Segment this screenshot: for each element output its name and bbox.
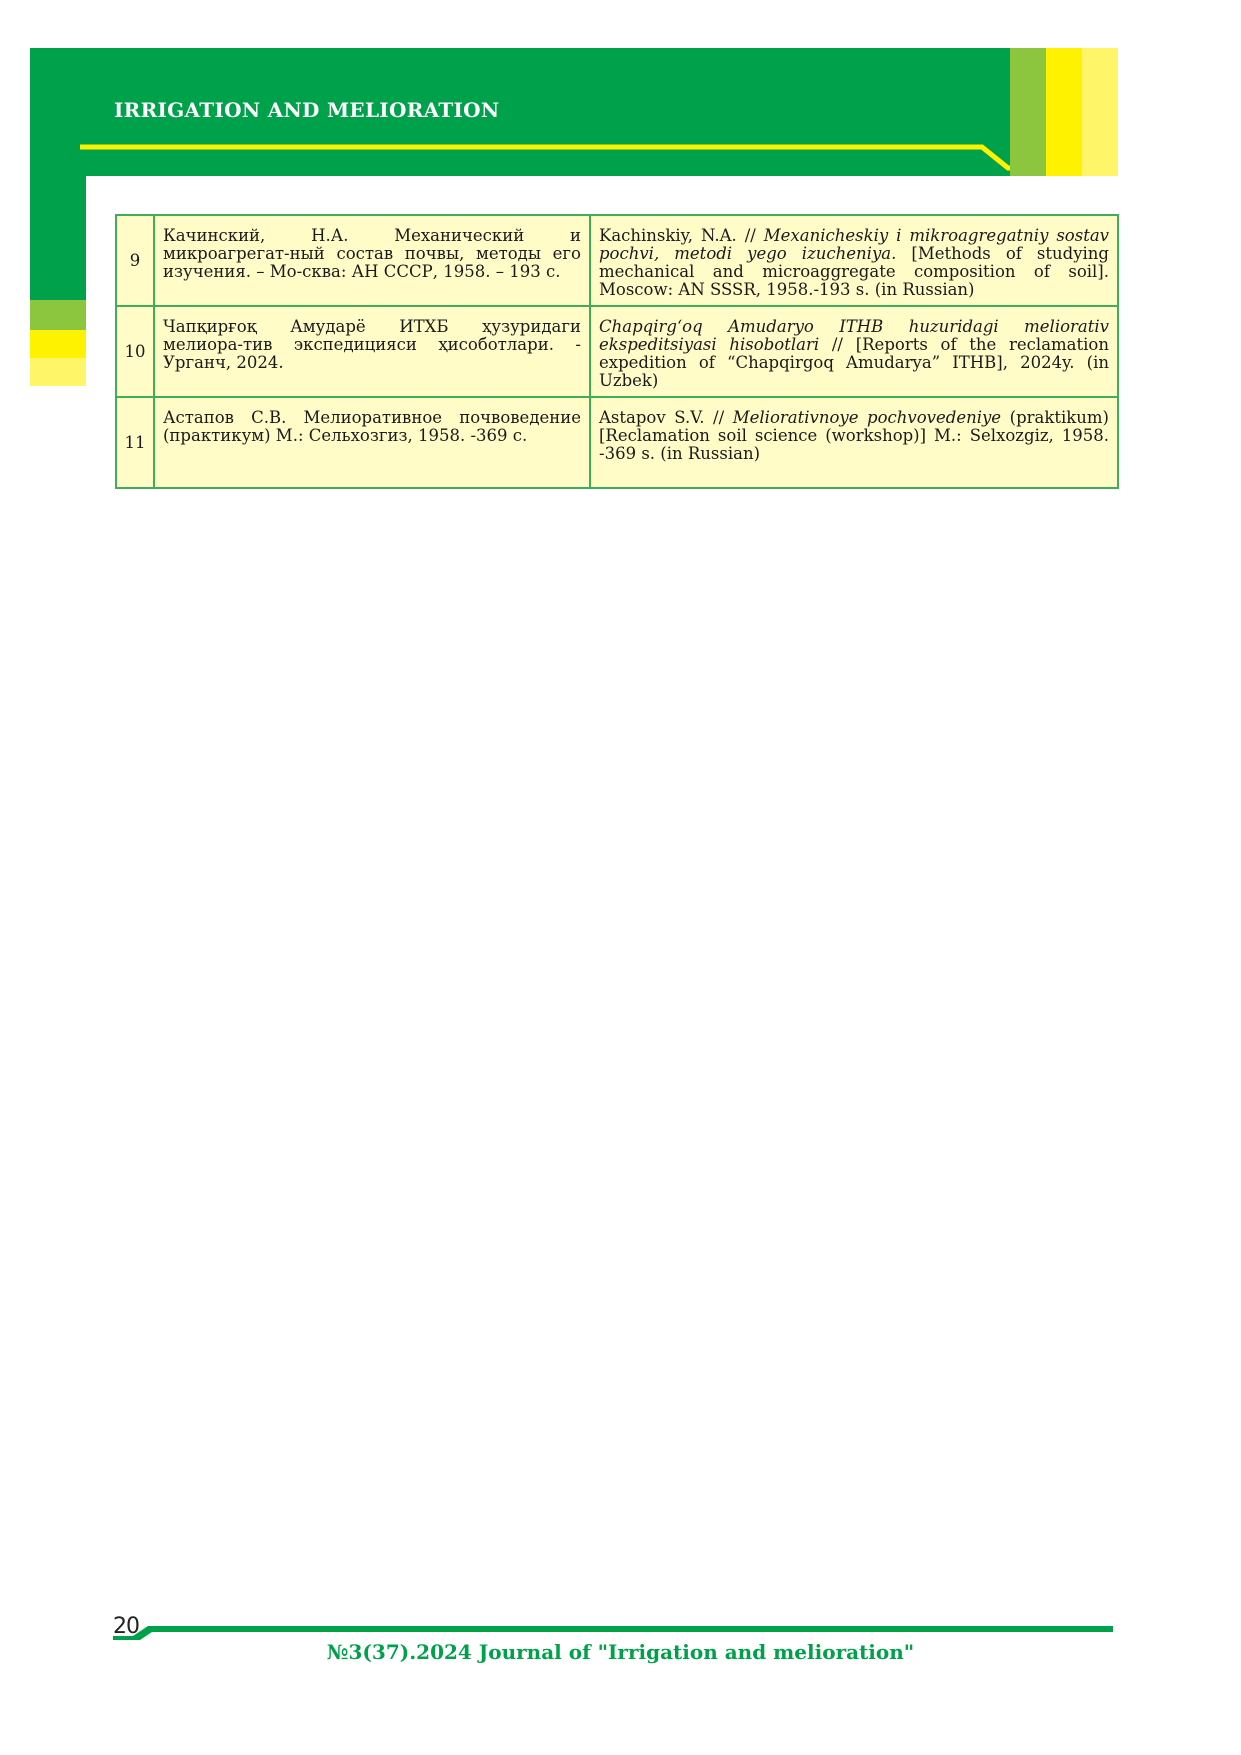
ref-translit-author: Astapov S.V. // [599,408,733,427]
ref-translit-title: Chapqirg‘oq Amudaryo ITHB huzuridagi meliorativ ekspeditsiyasi hisobotlari [599,317,1109,354]
ref-translit-title: Mexanicheskiy i mikroagregatniy sostav pochvi, metodi yego izucheniya. [599,226,1109,263]
ref-number: 9 [116,215,154,306]
journal-header-title: IRRIGATION AND MELIORATION [114,98,500,122]
ref-translit-rest: (praktikum) [Reclamation soil science (workshop)] M.: Selxozgiz, 1958. -369 s. (in Russian) [599,408,1109,463]
page-number: 20 [113,1614,139,1639]
ref-transliteration [590,306,1118,397]
ref-transliteration [590,397,1118,488]
left-bar-light-green [30,300,86,330]
table-row [116,306,1118,397]
table-row [116,397,1118,488]
ref-number: 10 [116,306,154,397]
ref-transliteration [590,215,1118,306]
ref-original: Чапқирғоқ Амударё ИТХБ ҳузуридаги мелиора-тив экспедицияси ҳисоботлари. - Урганч, 2024. [154,306,590,397]
left-bar-pale-yellow [30,358,86,386]
ref-translit-rest: [Methods of studying mechanical and microaggregate composition of soil]. Moscow: AN SSSR, 1958.-193 s. (in Russian) [599,244,1109,299]
ref-number: 11 [116,397,154,488]
references-table [115,214,1119,489]
ref-translit-title: Meliorativnoye pochvovedeniye [732,408,1002,427]
footer-rule [0,1600,1241,1640]
left-bar-yellow [30,330,86,358]
ref-original: Астапов С.В. Мелиоративное почвоведение (практикум) М.: Сельхозгиз, 1958. -369 с. [154,397,590,488]
table-row [116,215,1118,306]
footer-journal-title: №3(37).2024 Journal of "Irrigation and melioration" [326,1640,915,1664]
ref-translit-rest: // [Reports of the reclamation expedition of “Chapqirgoq Amudarya” ITHB], 2024y. (in Uzbek) [599,335,1109,390]
ref-original: Качинский, Н.А. Механический и микроагрегат-ный состав почвы, методы его изучения. – Мо-сква: АН СССР, 1958. – 193 с. [154,215,590,306]
ref-translit-author: Kachinskiy, N.A. // [599,226,764,245]
